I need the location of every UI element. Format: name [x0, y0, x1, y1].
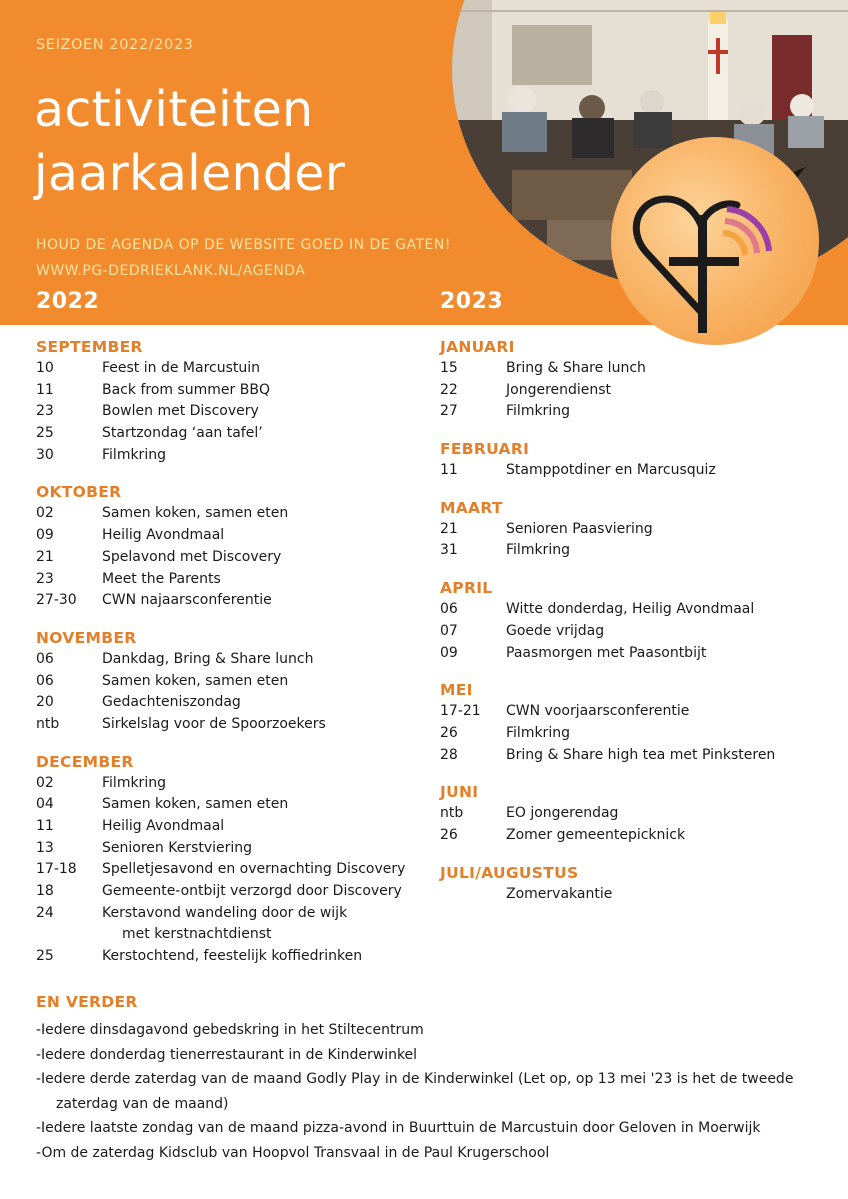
event-row — [440, 745, 830, 767]
event-date: 06 — [36, 672, 54, 689]
event-date: ntb — [36, 715, 60, 732]
event-title: Kerstavond wandeling door de wijk — [102, 904, 348, 921]
event-row — [36, 714, 426, 736]
event-row — [440, 358, 830, 380]
event-date: 23 — [36, 403, 54, 420]
event-date: 11 — [36, 818, 54, 834]
event-date: 25 — [36, 948, 54, 965]
event-row — [36, 380, 426, 402]
event-title: Bring & Share lunch — [506, 360, 646, 376]
event-row — [440, 401, 830, 423]
event-title: Kerstochtend, feestelijk koffiedrinken — [102, 948, 363, 965]
tagline-line-1: HOUD DE AGENDA OP DE WEBSITE GOED IN DE GATEN! — [36, 237, 451, 253]
en-verder-section — [36, 992, 826, 1165]
event-title: Samen koken, samen eten — [102, 796, 289, 813]
month-heading: MEI — [440, 681, 473, 700]
event-date: 09 — [36, 527, 54, 544]
month-heading: JULI/AUGUSTUS — [440, 863, 579, 882]
page-title — [34, 78, 345, 206]
heart-cross-logo-icon — [611, 137, 819, 345]
event-title: Dankdag, Bring & Share lunch — [102, 650, 314, 667]
month-heading: DECEMBER — [36, 752, 134, 771]
event-row — [36, 881, 426, 903]
event-date: 21 — [36, 548, 54, 565]
event-row — [440, 884, 830, 906]
calendar-2022 — [36, 337, 426, 968]
year-2022-heading: 2022 — [36, 289, 100, 314]
event-date: 15 — [440, 360, 458, 376]
event-title: Feest in de Marcustuin — [102, 360, 261, 376]
month-heading: JANUARI — [440, 338, 515, 356]
event-date — [440, 884, 506, 906]
event-row — [36, 859, 426, 881]
event-date: 11 — [440, 462, 458, 479]
month-heading: SEPTEMBER — [36, 338, 143, 356]
event-title: CWN voorjaarsconferentie — [506, 703, 690, 720]
year-2023-heading: 2023 — [440, 289, 504, 314]
event-row — [36, 547, 426, 569]
en-verder-heading: EN VERDER — [36, 993, 138, 1011]
calendar-2023 — [440, 337, 830, 905]
event-title: EO jongerendag — [506, 805, 619, 822]
event-date: 25 — [36, 425, 54, 442]
event-date: 06 — [36, 650, 54, 667]
event-date — [36, 924, 102, 946]
event-title: Bring & Share high tea met Pinksteren — [506, 746, 776, 763]
event-row — [440, 701, 830, 723]
event-title: Samen koken, samen eten — [102, 672, 289, 689]
event-title: Spelavond met Discovery — [102, 548, 282, 565]
event-title: Startzondag ‘aan tafel’ — [102, 425, 263, 442]
event-title: Senioren Kerstviering — [102, 839, 253, 856]
event-title: Paasmorgen met Paasontbijt — [506, 644, 707, 661]
event-title: Sirkelslag voor de Spoorzoekers — [102, 715, 326, 732]
event-date: 23 — [36, 570, 54, 587]
event-row — [36, 445, 426, 467]
event-title: Heilig Avondmaal — [102, 527, 225, 544]
event-date: 06 — [440, 601, 458, 618]
en-verder-line: zaterdag van de maand) — [56, 1095, 229, 1112]
month-heading: FEBRUARI — [440, 440, 530, 459]
event-title: Gemeente-ontbijt verzorgd door Discovery — [102, 883, 402, 900]
event-title: Jongerendienst — [506, 381, 612, 398]
event-title: Filmkring — [506, 542, 570, 559]
event-row — [440, 803, 830, 825]
event-title: Heilig Avondmaal — [102, 818, 225, 834]
event-date: 27 — [440, 403, 458, 420]
event-title: Filmkring — [506, 724, 570, 741]
month-heading: NOVEMBER — [36, 628, 137, 647]
event-date: 10 — [36, 360, 54, 376]
event-row — [36, 671, 426, 693]
event-title: Meet the Parents — [102, 570, 221, 587]
event-row — [36, 590, 426, 612]
event-row — [440, 380, 830, 402]
en-verder-line: -Om de zaterdag Kidsclub van Hoopvol Transvaal in de Paul Krugerschool — [36, 1144, 550, 1161]
event-title: Senioren Paasviering — [506, 520, 653, 537]
event-row — [36, 924, 426, 946]
event-row — [440, 723, 830, 745]
month-heading: JUNI — [440, 783, 479, 802]
en-verder-line: -Iedere laatste zondag van de maand pizza-avond in Buurttuin de Marcustuin door Geloven in Moerwijk — [36, 1120, 761, 1136]
event-title: Stamppotdiner en Marcusquiz — [506, 462, 716, 479]
event-title: Zomervakantie — [506, 885, 613, 902]
logo-badge — [611, 137, 819, 345]
event-date: 17-21 — [440, 703, 481, 720]
event-title: Bowlen met Discovery — [102, 403, 259, 420]
month-heading: OKTOBER — [36, 483, 122, 502]
website-link[interactable]: WWW.PG-DEDRIEKLANK.NL/AGENDA — [36, 263, 306, 279]
event-title: Filmkring — [506, 403, 570, 420]
event-date: 13 — [36, 839, 54, 856]
season-label: SEIZOEN 2022/2023 — [36, 37, 194, 53]
event-row — [36, 903, 426, 925]
tagline — [36, 232, 451, 284]
event-date: 31 — [440, 542, 458, 559]
event-row — [36, 649, 426, 671]
event-row — [36, 838, 426, 860]
en-verder-line: -Iedere donderdag tienerrestaurant in de Kinderwinkel — [36, 1046, 418, 1063]
month-heading: APRIL — [440, 579, 493, 598]
event-title: met kerstnachtdienst — [122, 926, 272, 943]
event-title: Back from summer BBQ — [102, 381, 270, 398]
event-date: 09 — [440, 644, 458, 661]
event-title: Gedachteniszondag — [102, 694, 241, 711]
event-date: ntb — [440, 805, 464, 822]
event-date: 21 — [440, 520, 458, 537]
event-row — [36, 569, 426, 591]
event-title: Samen koken, samen eten — [102, 505, 289, 522]
event-date: 24 — [36, 904, 54, 921]
title-line-1: activiteiten — [34, 81, 314, 138]
event-date: 18 — [36, 883, 54, 900]
event-date: 27-30 — [36, 592, 77, 609]
event-date: 28 — [440, 746, 458, 763]
event-date: 17-18 — [36, 861, 77, 878]
event-row — [36, 692, 426, 714]
event-row — [440, 621, 830, 643]
month-heading: MAART — [440, 498, 503, 517]
title-line-2: jaarkalender — [34, 145, 346, 202]
event-date: 26 — [440, 826, 458, 843]
event-date: 07 — [440, 622, 458, 639]
event-row — [36, 773, 426, 795]
event-row — [440, 540, 830, 562]
event-row — [440, 519, 830, 541]
event-row — [36, 946, 426, 968]
event-date: 02 — [36, 774, 54, 791]
event-row — [36, 525, 426, 547]
event-title: Spelletjesavond en overnachting Discovery — [102, 861, 406, 878]
event-date: 26 — [440, 724, 458, 741]
event-date: 11 — [36, 381, 54, 398]
event-row — [440, 460, 830, 482]
en-verder-line: -Iedere dinsdagavond gebedskring in het Stiltecentrum — [36, 1022, 424, 1038]
event-title: Filmkring — [102, 446, 166, 463]
event-date: 02 — [36, 505, 54, 522]
event-row — [36, 816, 426, 838]
event-title: Goede vrijdag — [506, 622, 605, 639]
event-row — [440, 643, 830, 665]
event-title: Zomer gemeentepicknick — [506, 826, 686, 843]
event-row — [36, 794, 426, 816]
event-row — [36, 423, 426, 445]
event-date: 22 — [440, 381, 458, 398]
event-title: CWN najaarsconferentie — [102, 592, 272, 609]
event-title: Filmkring — [102, 774, 166, 791]
event-date: 04 — [36, 796, 54, 813]
event-title: Witte donderdag, Heilig Avondmaal — [506, 601, 755, 618]
event-date: 30 — [36, 446, 54, 463]
event-row — [440, 599, 830, 621]
event-row — [36, 358, 426, 380]
en-verder-line: -Iedere derde zaterdag van de maand Godly Play in de Kinderwinkel (Let op, op 13 mei '23 is het de tweede — [36, 1071, 794, 1087]
event-row — [36, 401, 426, 423]
event-row — [36, 503, 426, 525]
event-row — [440, 825, 830, 847]
event-date: 20 — [36, 694, 54, 711]
